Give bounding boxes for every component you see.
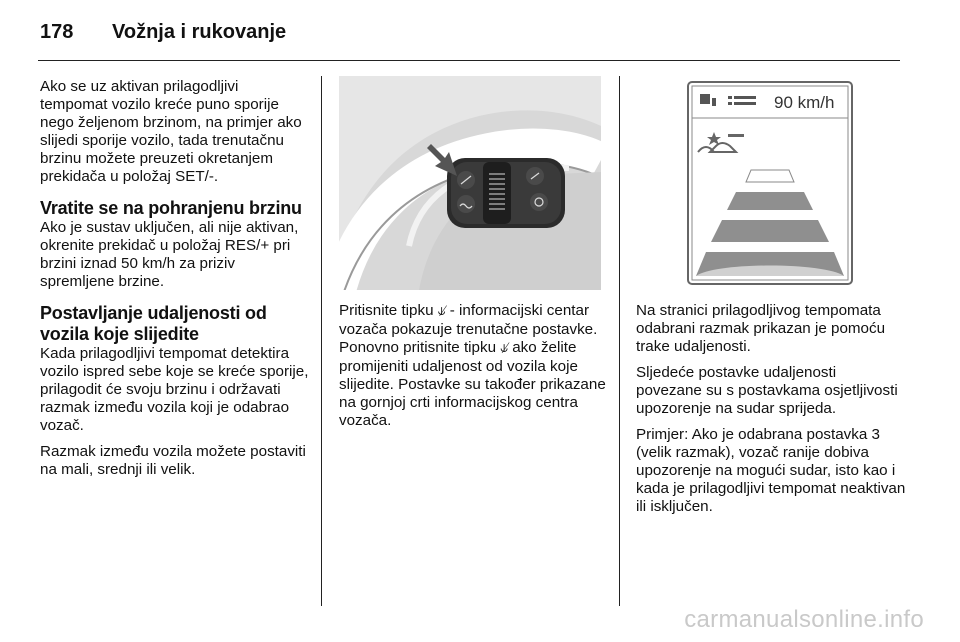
button-instructions-paragraph (339, 302, 611, 430)
instruction-text-2: - informacijski centar vozača pokazuje trenutačne postavke. Ponovno pritisnite tipku (339, 302, 598, 356)
distance-button-icon-2: ⫝̸ (500, 341, 508, 356)
cluster-display-figure (636, 76, 900, 290)
distance-button-icon: ⫝̸ (437, 304, 446, 319)
chapter-title: Vožnja i rukovanje (112, 20, 287, 43)
instruction-text-1: Pritisnite tipku (339, 302, 434, 319)
settings-paragraph: Sljedeće postavke udaljenosti povezane su s postavkama osjetljivosti upozorenje na sudar sprijeda. (636, 364, 898, 417)
speed-readout: 90 km/h (774, 93, 835, 112)
steering-wheel-figure (339, 76, 601, 290)
column-3 (636, 302, 906, 524)
example-paragraph: Primjer: Ako je odabrana postavka 3 (velik razmak), vozač ranije dobiva upozorenje na mogući sudar, isto kao i kada je prilagodljivi tempomat neaktivan ili isključen. (636, 426, 906, 515)
column-1 (40, 78, 310, 487)
column-2 (339, 302, 611, 438)
watermark: carmanualsonline.info (684, 606, 924, 633)
instruction-text-3: ako želite promijeniti udaljenost od vozila koje slijedite. Postavke su također prikazane na gornjoj crti informacijskog centra vozača. (339, 339, 606, 429)
intro-paragraph: Ako se uz aktivan prilagodljivi tempomat vozilo kreće puno sporije nego željenom brzinom, na primjer ako slijedi sporije vozilo, tada trenutačnu brzinu možete preuzeti okretanjem prekidača u položaj SET/-. (40, 78, 302, 185)
distance-paragraph: Kada prilagodljivi tempomat detektira vozilo ispred sebe koje se kreće sporije, prilagodit će svoju brzinu i održavati razmak između vozila koji je odabrao vozač. (40, 345, 309, 434)
display-paragraph: Na stranici prilagodljivog tempomata odabrani razmak prikazan je pomoću trake udaljenosti. (636, 302, 886, 355)
page-header (40, 14, 286, 50)
resume-paragraph: Ako je sustav uključen, ali nije aktivan, okrenite prekidač u položaj RES/+ pri brzini iznad 50 km/h za priziv spremljene brzine. (40, 219, 299, 290)
distance-options-paragraph: Razmak između vozila možete postaviti na mali, srednji ili velik. (40, 443, 306, 478)
steering-wheel-illustration (339, 76, 601, 290)
section-heading-resume: Vratite se na pohranjenu brzinu (40, 198, 302, 218)
distance-display-illustration (636, 76, 900, 290)
page-number: 178 (40, 20, 74, 43)
column-divider-2 (619, 76, 620, 606)
column-divider-1 (321, 76, 322, 606)
header-divider (38, 60, 900, 61)
section-heading-distance: Postavljanje udaljenosti od vozila koje slijedite (40, 303, 267, 344)
